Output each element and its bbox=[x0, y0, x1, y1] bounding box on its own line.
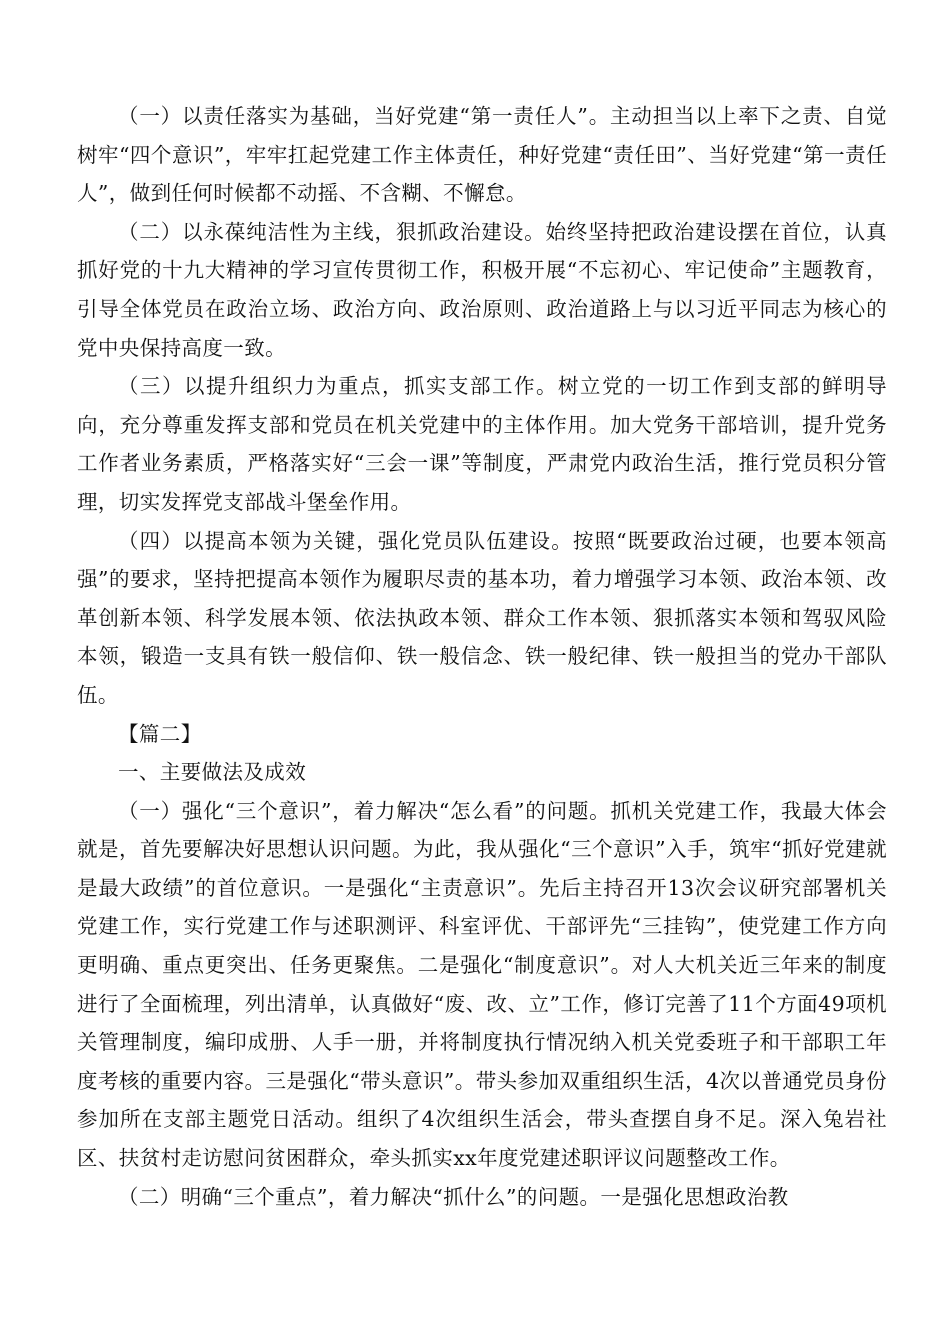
paragraph-2: （二）以永葆纯洁性为主线，狠抓政治建设。始终坚持把政治建设摆在首位，认真抓好党的十九大精神的学习宣传贯彻工作，积极开展“不忘初心、牢记使命”主题教育，引导全体党员在政治立场、政治方向、政治原则、政治道路上与以习近平同志为核心的党中央保持高度一致。 bbox=[77, 219, 887, 360]
paragraph-4: （四）以提高本领为关键，强化党员队伍建设。按照“既要政治过硬，也要本领高强”的要求，坚持把提高本领作为履职尽责的基本功，着力增强学习本领、政治本领、改革创新本领、科学发展本领、依法执政本领、群众工作本领、狠抓落实本领和驾驭风险本领，锻造一支具有铁一般信仰、铁一般信念、铁一般纪律、铁一般担当的党办干部队伍。 bbox=[77, 528, 887, 707]
paragraph-5: （一）强化“三个意识”，着力解决“怎么看”的问题。抓机关党建工作，我最大体会就是，首先要解决好思想认识问题。为此，我从强化“三个意识”入手，筑牢“抓好党建就是最大政绩”的首位意识。一是强化“主责意识”。先后主持召开13次会议研究部署机关党建工作，实行党建工作与述职测评、科室评优、干部评先“三挂钩”，使党建工作方向更明确、重点更突出、任务更聚焦。二是强化“制度意识”。对人大机关近三年来的制度进行了全面梳理，列出清单，认真做好“废、改、立”工作，修订完善了11个方面49项机关管理制度，编印成册、人手一册，并将制度执行情况纳入机关党委班子和干部职工年度考核的重要内容。三是强化“带头意识”。带头参加双重组织生活，4次以普通党员身份参加所在支部主题党日活动。组织了4次组织生活会，带头查摆自身不足。深入兔岩社区、扶贫村走访慰问贫困群众，牵头抓实xx年度党建述职评议问题整改工作。 bbox=[77, 798, 887, 1171]
document-page bbox=[77, 97, 887, 1216]
paragraph-1: （一）以责任落实为基础，当好党建“第一责任人”。主动担当以上率下之责、自觉树牢“四个意识”，牢牢扛起党建工作主体责任，种好党建“责任田”、当好党建“第一责任人”，做到任何时候都不动摇、不含糊、不懈怠。 bbox=[77, 104, 887, 206]
subsection-title: 一、主要做法及成效 bbox=[118, 760, 307, 785]
paragraph-3: （三）以提升组织力为重点，抓实支部工作。树立党的一切工作到支部的鲜明导向，充分尊重发挥支部和党员在机关党建中的主体作用。加大党务干部培训，提升党务工作者业务素质，严格落实好“三会一课”等制度，严肃党内政治生活，推行党员积分管理，切实发挥党支部战斗堡垒作用。 bbox=[77, 374, 887, 514]
paragraph-6: （二）明确“三个重点”，着力解决“抓什么”的问题。一是强化思想政治教 bbox=[118, 1184, 789, 1209]
section-title: 【篇二】 bbox=[118, 721, 202, 746]
